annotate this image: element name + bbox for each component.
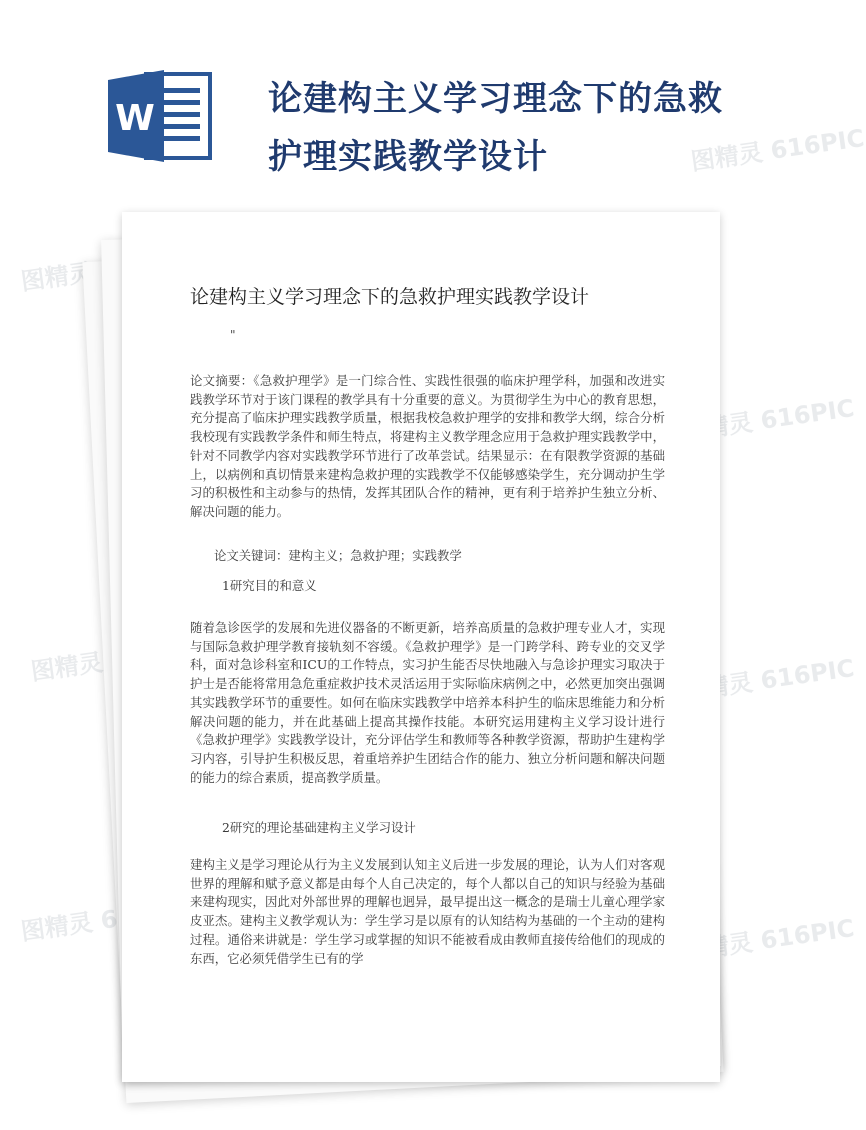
header-title: [268, 70, 768, 186]
abstract-paragraph: 论文摘要：《急救护理学》是一门综合性、实践性很强的临床护理学科，加强和改进实践教学环节对于该门课程的教学具有十分重要的意义。为贯彻学生为中心的教育思想，充分提高了临床护理实践教学质量，根据我校急救护理学的安排和教学大纲，综合分析我校现有实践教学条件和师生特点，将建构主义教学理念应用于急救护理实践教学中，针对不同教学内容对实践教学环节进行了改革尝试。结果显示：在有限教学资源的基础上，以病例和真切情景来建构急救护理的实践教学不仅能够感染学生，充分调动护生学习的积极性和主动参与的热情，发挥其团队合作的精神，更有利于培养护生独立分析、解决问题的能力。: [190, 373, 665, 519]
section-1-heading: 1研究目的和意义: [222, 578, 317, 593]
section-1-paragraph: 随着急诊医学的发展和先进仪器备的不断更新，培养高质量的急救护理专业人才，实现与国际急救护理学教育接轨刻不容缓。《急救护理学》是一门跨学科、跨专业的交叉学科，面对急诊科室和ICU的工作特点，实习护生能否尽快地融入与急诊护理实习取决于护士是否能将常用急危重症救护技术灵活运用于实际临床病例之中，必然更加突出强调其实践教学环节的重要性。如何在临床实践教学中培养本科护生的临床思维能力和分析解决问题的能力，并在此基础上提高其操作技能。本研究运用建构主义学习设计进行《急救护理学》实践教学设计，充分评估学生和教师等各种教学资源，帮助护生建构学习内容，引导护生积极反思，着重培养护生团结合作的能力、独立分析问题和解决问题的能力的综合素质，提高教学质量。: [190, 620, 665, 785]
watermark: 图精灵: [29, 648, 105, 686]
document-title: 论建构主义学习理念下的急救护理实践教学设计: [190, 286, 590, 308]
word-document-icon: [108, 66, 216, 166]
watermark: 图精灵 616PIC: [679, 913, 857, 966]
watermark: 图精灵 616PIC: [679, 393, 857, 446]
section-2-paragraph: 建构主义是学习理论从行为主义发展到认知主义后进一步发展的理论，认为人们对客观世界的理解和赋予意义都是由每个人自己决定的，每个人都以自己的知识与经验为基础来建构现实，因此对外部世界的理解也迥异，最早提出这一概念的是瑞士儿童心理学家皮亚杰。建构主义教学观认为：学生学习是以原有的认知结构为基础的一个主动的建构过程。通俗来讲就是：学生学习或掌握的知识不能被看成由教师直接传给他们的现成的东西，它必须凭借学生已有的学: [190, 857, 665, 966]
watermark: 图精灵 616PIC: [679, 653, 857, 706]
section-2-heading: 2研究的理论基础建构主义学习设计: [222, 820, 416, 835]
quote-mark: ": [230, 328, 236, 342]
watermark: 图精灵 616PIC: [689, 123, 866, 176]
watermark: 图精灵 616PIC: [19, 893, 197, 946]
word-icon-letter: W: [115, 98, 155, 139]
document-page: [122, 212, 720, 1082]
keywords-line: 论文关键词：建构主义；急救护理；实践教学: [214, 548, 462, 563]
watermark: 图精灵: [19, 258, 95, 296]
header-title-line-1: 论建构主义学习理念下的急救: [268, 79, 723, 119]
header-title-line-2: 护理实践教学设计: [268, 137, 548, 177]
